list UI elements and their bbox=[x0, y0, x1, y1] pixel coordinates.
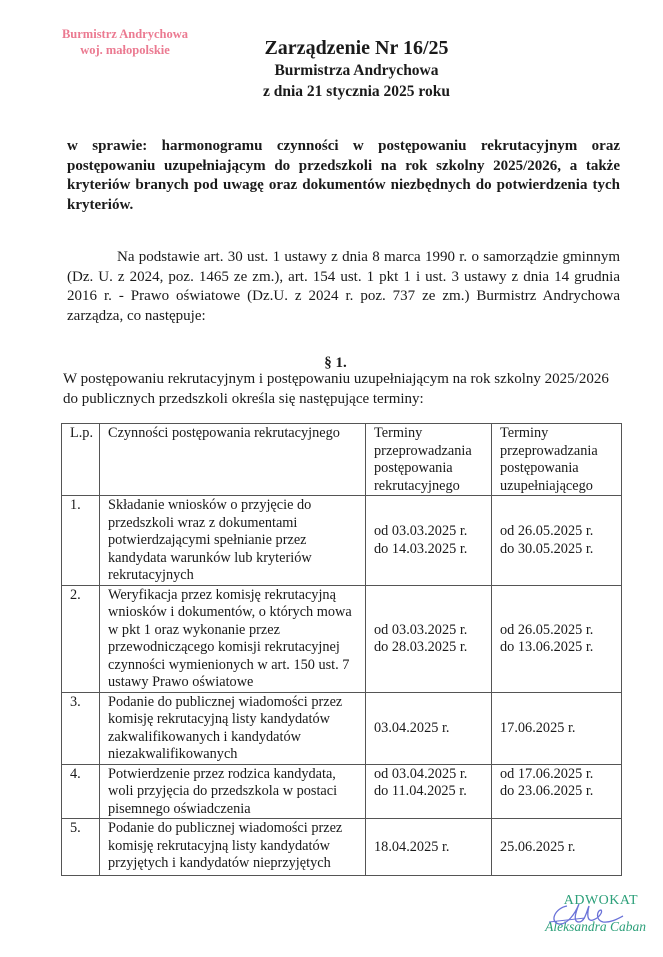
row-lp: 3. bbox=[62, 692, 100, 764]
legal-basis-text: Na podstawie art. 30 ust. 1 ustawy z dnia 8 marca 1990 r. o samorządzie gminnym (Dz. U. z 2024, poz. 1465 ze zm.), art. 154 ust. 1 pkt 1 i ust. 3 ustawy z dnia 14 grudnia 2016 r. - Prawo oświatowe (Dz.U. z 2024 r. poz. 737 ze zm.) Burmistrz Andrychowa zarządza, co następuje: bbox=[67, 249, 620, 324]
date-from: 17.06.2025 r. bbox=[500, 719, 576, 736]
stamp-line-2: woj. małopolskie bbox=[80, 43, 170, 57]
row-supplementary-dates bbox=[492, 692, 622, 764]
row-lp: 5. bbox=[62, 819, 100, 876]
document-header bbox=[0, 36, 663, 102]
row-activity: Składanie wniosków o przyjęcie do przedszkoli wraz z dokumentami potwierdzającymi spełnianie przez kandydata warunków lub kryteriów rekrutacyjnych bbox=[100, 496, 366, 586]
header-activity: Czynności postępowania rekrutacyjnego bbox=[100, 424, 366, 496]
date-from: 03.04.2025 r. bbox=[374, 719, 450, 736]
row-recruitment-dates bbox=[366, 585, 492, 692]
header-recruitment: Terminy przeprowadzania postępowania rekrutacyjnego bbox=[366, 424, 492, 496]
row-supplementary-dates bbox=[492, 819, 622, 876]
table-row bbox=[62, 764, 622, 819]
row-lp: 4. bbox=[62, 764, 100, 819]
table-row bbox=[62, 819, 622, 876]
date-from: od 03.04.2025 r. bbox=[374, 765, 468, 782]
date-to: do 23.06.2025 r. bbox=[500, 783, 594, 799]
section-sign: § 1. bbox=[324, 355, 347, 371]
document-issuer: Burmistrza Andrychowa bbox=[274, 62, 439, 79]
date-from: od 03.03.2025 r. bbox=[374, 621, 468, 638]
legal-basis bbox=[67, 248, 620, 326]
row-lp: 2. bbox=[62, 585, 100, 692]
date-from: od 17.06.2025 r. bbox=[500, 765, 594, 782]
schedule-table bbox=[61, 423, 622, 876]
header-lp: L.p. bbox=[62, 424, 100, 496]
date-from: od 26.05.2025 r. bbox=[500, 621, 594, 638]
date-from: od 26.05.2025 r. bbox=[500, 523, 594, 540]
table-row bbox=[62, 692, 622, 764]
row-activity: Podanie do publicznej wiadomości przez komisję rekrutacyjną listy kandydatów zakwalifikowanych i kandydatów niezakwalifikowanych bbox=[100, 692, 366, 764]
date-to: do 14.03.2025 r. bbox=[374, 540, 468, 557]
date-to: do 13.06.2025 r. bbox=[500, 639, 594, 655]
table-row bbox=[62, 585, 622, 692]
row-activity: Potwierdzenie przez rodzica kandydata, woli przyjęcia do przedszkola w postaci pisemnego oświadczenia bbox=[100, 764, 366, 819]
stamp-line-1: Burmistrz Andrychowa bbox=[61, 27, 189, 41]
document-subject: w sprawie: harmonogramu czynności w postępowaniu rekrutacyjnym oraz postępowaniu uzupełniającym do przedszkoli na rok szkolny 2025/2026, a także kryteriów branych pod uwagę oraz dokumentów niezbędnych do potwierdzenia tych kryteriów. bbox=[67, 138, 620, 213]
row-recruitment-dates bbox=[366, 764, 492, 819]
row-activity: Weryfikacja przez komisję rekrutacyjną wniosków i dokumentów, o których mowa w pkt 1 oraz wykonanie przez przewodniczącego komisji rekrutacyjnej czynności wymienionych w art. 150 ust. 7 ustawy Prawo oświatowe bbox=[100, 585, 366, 692]
section-intro: W postępowaniu rekrutacyjnym i postępowaniu uzupełniającym na rok szkolny 2025/2026 do publicznych przedszkoli określa się następujące terminy: bbox=[63, 371, 609, 407]
date-from: 25.06.2025 r. bbox=[500, 838, 576, 855]
row-activity: Podanie do publicznej wiadomości przez komisję rekrutacyjną listy kandydatów przyjętych i kandydatów nieprzyjętych bbox=[100, 819, 366, 876]
row-recruitment-dates bbox=[366, 692, 492, 764]
signature-icon bbox=[545, 900, 625, 930]
date-from: od 03.03.2025 r. bbox=[374, 523, 468, 540]
date-to: do 11.04.2025 r. bbox=[374, 783, 467, 799]
table-row bbox=[62, 496, 622, 586]
row-supplementary-dates bbox=[492, 496, 622, 586]
row-recruitment-dates bbox=[366, 496, 492, 586]
date-to: do 30.05.2025 r. bbox=[500, 540, 594, 557]
header-supplementary: Terminy przeprowadzania postępowania uzupełniającego bbox=[492, 424, 622, 496]
date-from: 18.04.2025 r. bbox=[374, 838, 450, 855]
row-recruitment-dates bbox=[366, 819, 492, 876]
document-title: Zarządzenie Nr 16/25 bbox=[264, 37, 449, 59]
table-header-row bbox=[62, 424, 622, 496]
lawyer-title: ADWOKAT bbox=[563, 893, 638, 908]
date-to: do 28.03.2025 r. bbox=[374, 639, 468, 655]
row-supplementary-dates bbox=[492, 764, 622, 819]
row-lp: 1. bbox=[62, 496, 100, 586]
lawyer-name: Aleksandra Caban bbox=[545, 919, 646, 934]
row-supplementary-dates bbox=[492, 585, 622, 692]
document-date: z dnia 21 stycznia 2025 roku bbox=[262, 83, 451, 100]
